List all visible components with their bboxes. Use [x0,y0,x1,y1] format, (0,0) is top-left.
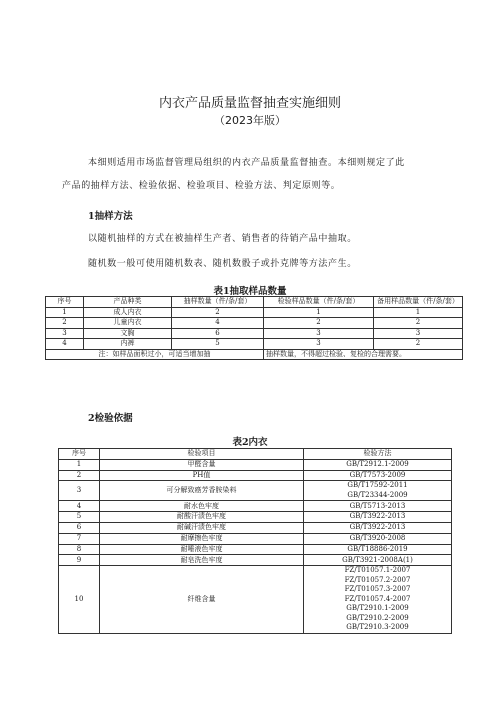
table-note-row [46,349,463,360]
table-row [59,533,452,544]
table-row [46,318,463,329]
section-1-heading: 1抽样方法 [88,211,133,222]
table-row [59,481,452,501]
table-row [46,328,463,339]
intro-paragraph-line-1: 本细则适用市场监督管理局组织的内衣产品质量监督抽查。本细则规定了此 [88,158,405,168]
table-cell: 3 [59,481,100,501]
method-line: GB/T23344-2009 [347,490,408,499]
section-2-heading: 2检验依据 [88,413,133,424]
table-row [46,307,463,318]
table-cell [304,470,452,481]
table-cell [304,555,452,566]
table-cell: 耐皂洗色牢度 [100,555,304,566]
table-header-cell: 产品种类 [84,297,172,308]
table-row [59,544,452,555]
table-row [59,470,452,481]
table-cell [304,566,452,634]
table-cell: 成人内衣 [84,307,172,318]
table-cell: 3 [46,328,84,339]
table-row [59,566,452,634]
method-line: GB/T3921-2008A(1) [342,555,413,564]
table-cell: 1 [59,459,100,470]
table-header-cell: 序号 [59,449,100,460]
table-cell: 9 [59,555,100,566]
table-cell: 3 [264,339,374,350]
method-line: GB/T3922-2013 [349,523,406,532]
method-line: GB/T18886-2019 [347,544,408,553]
method-line: FZ/T01057.3-2007 [344,585,411,594]
table-cell: 10 [59,566,100,634]
table-cell: 2 [264,318,374,329]
table-cell: 1 [46,307,84,318]
method-line: GB/T2910.3-2009 [346,623,409,632]
table-cell [304,512,452,523]
table-cell [304,522,452,533]
method-line: GB/T3922-2013 [349,512,406,521]
table-row [59,459,452,470]
table-cell [304,501,452,512]
table-header-cell: 检验方法 [304,449,452,460]
table-2-caption: 表2内衣 [232,437,268,448]
sampling-paragraph-line-2: 随机数一般可使用随机数表、随机数骰子或扑克牌等方法产生。 [88,259,357,269]
table-cell: 8 [59,544,100,555]
intro-paragraph-line-2: 产品的抽样方法、检验依据、检验项目、检验方法、判定原则等。 [62,181,341,191]
document-subtitle: （2023年版） [214,114,286,127]
method-line: GB/T2912.1-2009 [346,459,409,468]
method-line: GB/T2910.1-2009 [346,604,409,613]
table-cell: 2 [59,470,100,481]
table-header-cell: 序号 [46,297,84,308]
table-cell: 纤维含量 [100,566,304,634]
method-line: GB/T17592-2011 [347,481,408,490]
table-cell: 2 [374,339,463,350]
table-cell: 耐唾液色牢度 [100,544,304,555]
table-header-row [46,297,463,308]
table-cell: 7 [59,533,100,544]
table-header-cell: 检验样品数量（件/条/套） [264,297,374,308]
method-line: FZ/T01057.1-2007 [344,566,411,575]
table-cell: 可分解致癌芳香胺染料 [100,481,304,501]
method-line: GB/T7573-2009 [349,470,406,479]
table-cell: 6 [59,522,100,533]
table-cell: 4 [46,339,84,350]
table-cell [304,481,452,501]
table-cell: 1 [374,307,463,318]
sampling-paragraph-line-1: 以随机抽样的方式在被抽样生产者、销售者的待销产品中抽取。 [88,234,357,244]
table-note-left: 注：如样品面积过小，可适当增加抽 [46,349,264,360]
table-cell [304,544,452,555]
table-header-cell: 备用样品数量（件/条/套） [374,297,463,308]
table-cell [304,533,452,544]
table-header-cell: 抽样数量（件/条/套） [172,297,264,308]
table-cell: 耐摩擦色牢度 [100,533,304,544]
table-header-cell: 检验项目 [100,449,304,460]
table-cell: 耐水色牢度 [100,501,304,512]
table-cell: PH值 [100,470,304,481]
table-cell: 耐酸汗渍色牢度 [100,512,304,523]
table-cell: 5 [172,339,264,350]
table-cell: 4 [59,501,100,512]
method-line: FZ/T01057.2-2007 [344,575,411,584]
table-cell: 3 [264,328,374,339]
table-cell: 6 [172,328,264,339]
table-row [59,501,452,512]
table-1-caption: 表1抽取样品数量 [213,286,287,297]
table-cell: 耐碱汗渍色牢度 [100,522,304,533]
table-cell: 4 [172,318,264,329]
method-line: GB/T3920-2008 [349,533,406,542]
sample-quantity-table [45,296,463,360]
method-line: GB/T2910.2-2009 [346,613,409,622]
table-cell: 2 [46,318,84,329]
table-cell: 5 [59,512,100,523]
table-cell: 2 [374,318,463,329]
table-row [59,522,452,533]
table-cell: 3 [374,328,463,339]
document-title: 内衣产品质量监督抽查实施细则 [158,96,341,111]
table-cell: 儿童内衣 [84,318,172,329]
table-cell: 内裤 [84,339,172,350]
table-cell: 甲醛含量 [100,459,304,470]
method-line: FZ/T01057.4-2007 [344,594,411,603]
table-cell: 1 [264,307,374,318]
table-cell: 2 [172,307,264,318]
table-cell [304,459,452,470]
table-row [46,339,463,350]
table-note-right: 抽样数量，不得超过检验、复检的合理需要。 [264,349,463,360]
table-header-row [59,449,452,460]
method-line: GB/T5713-2013 [349,501,406,510]
table-row [59,512,452,523]
inspection-items-table [58,448,452,634]
table-row [59,555,452,566]
table-cell: 文胸 [84,328,172,339]
